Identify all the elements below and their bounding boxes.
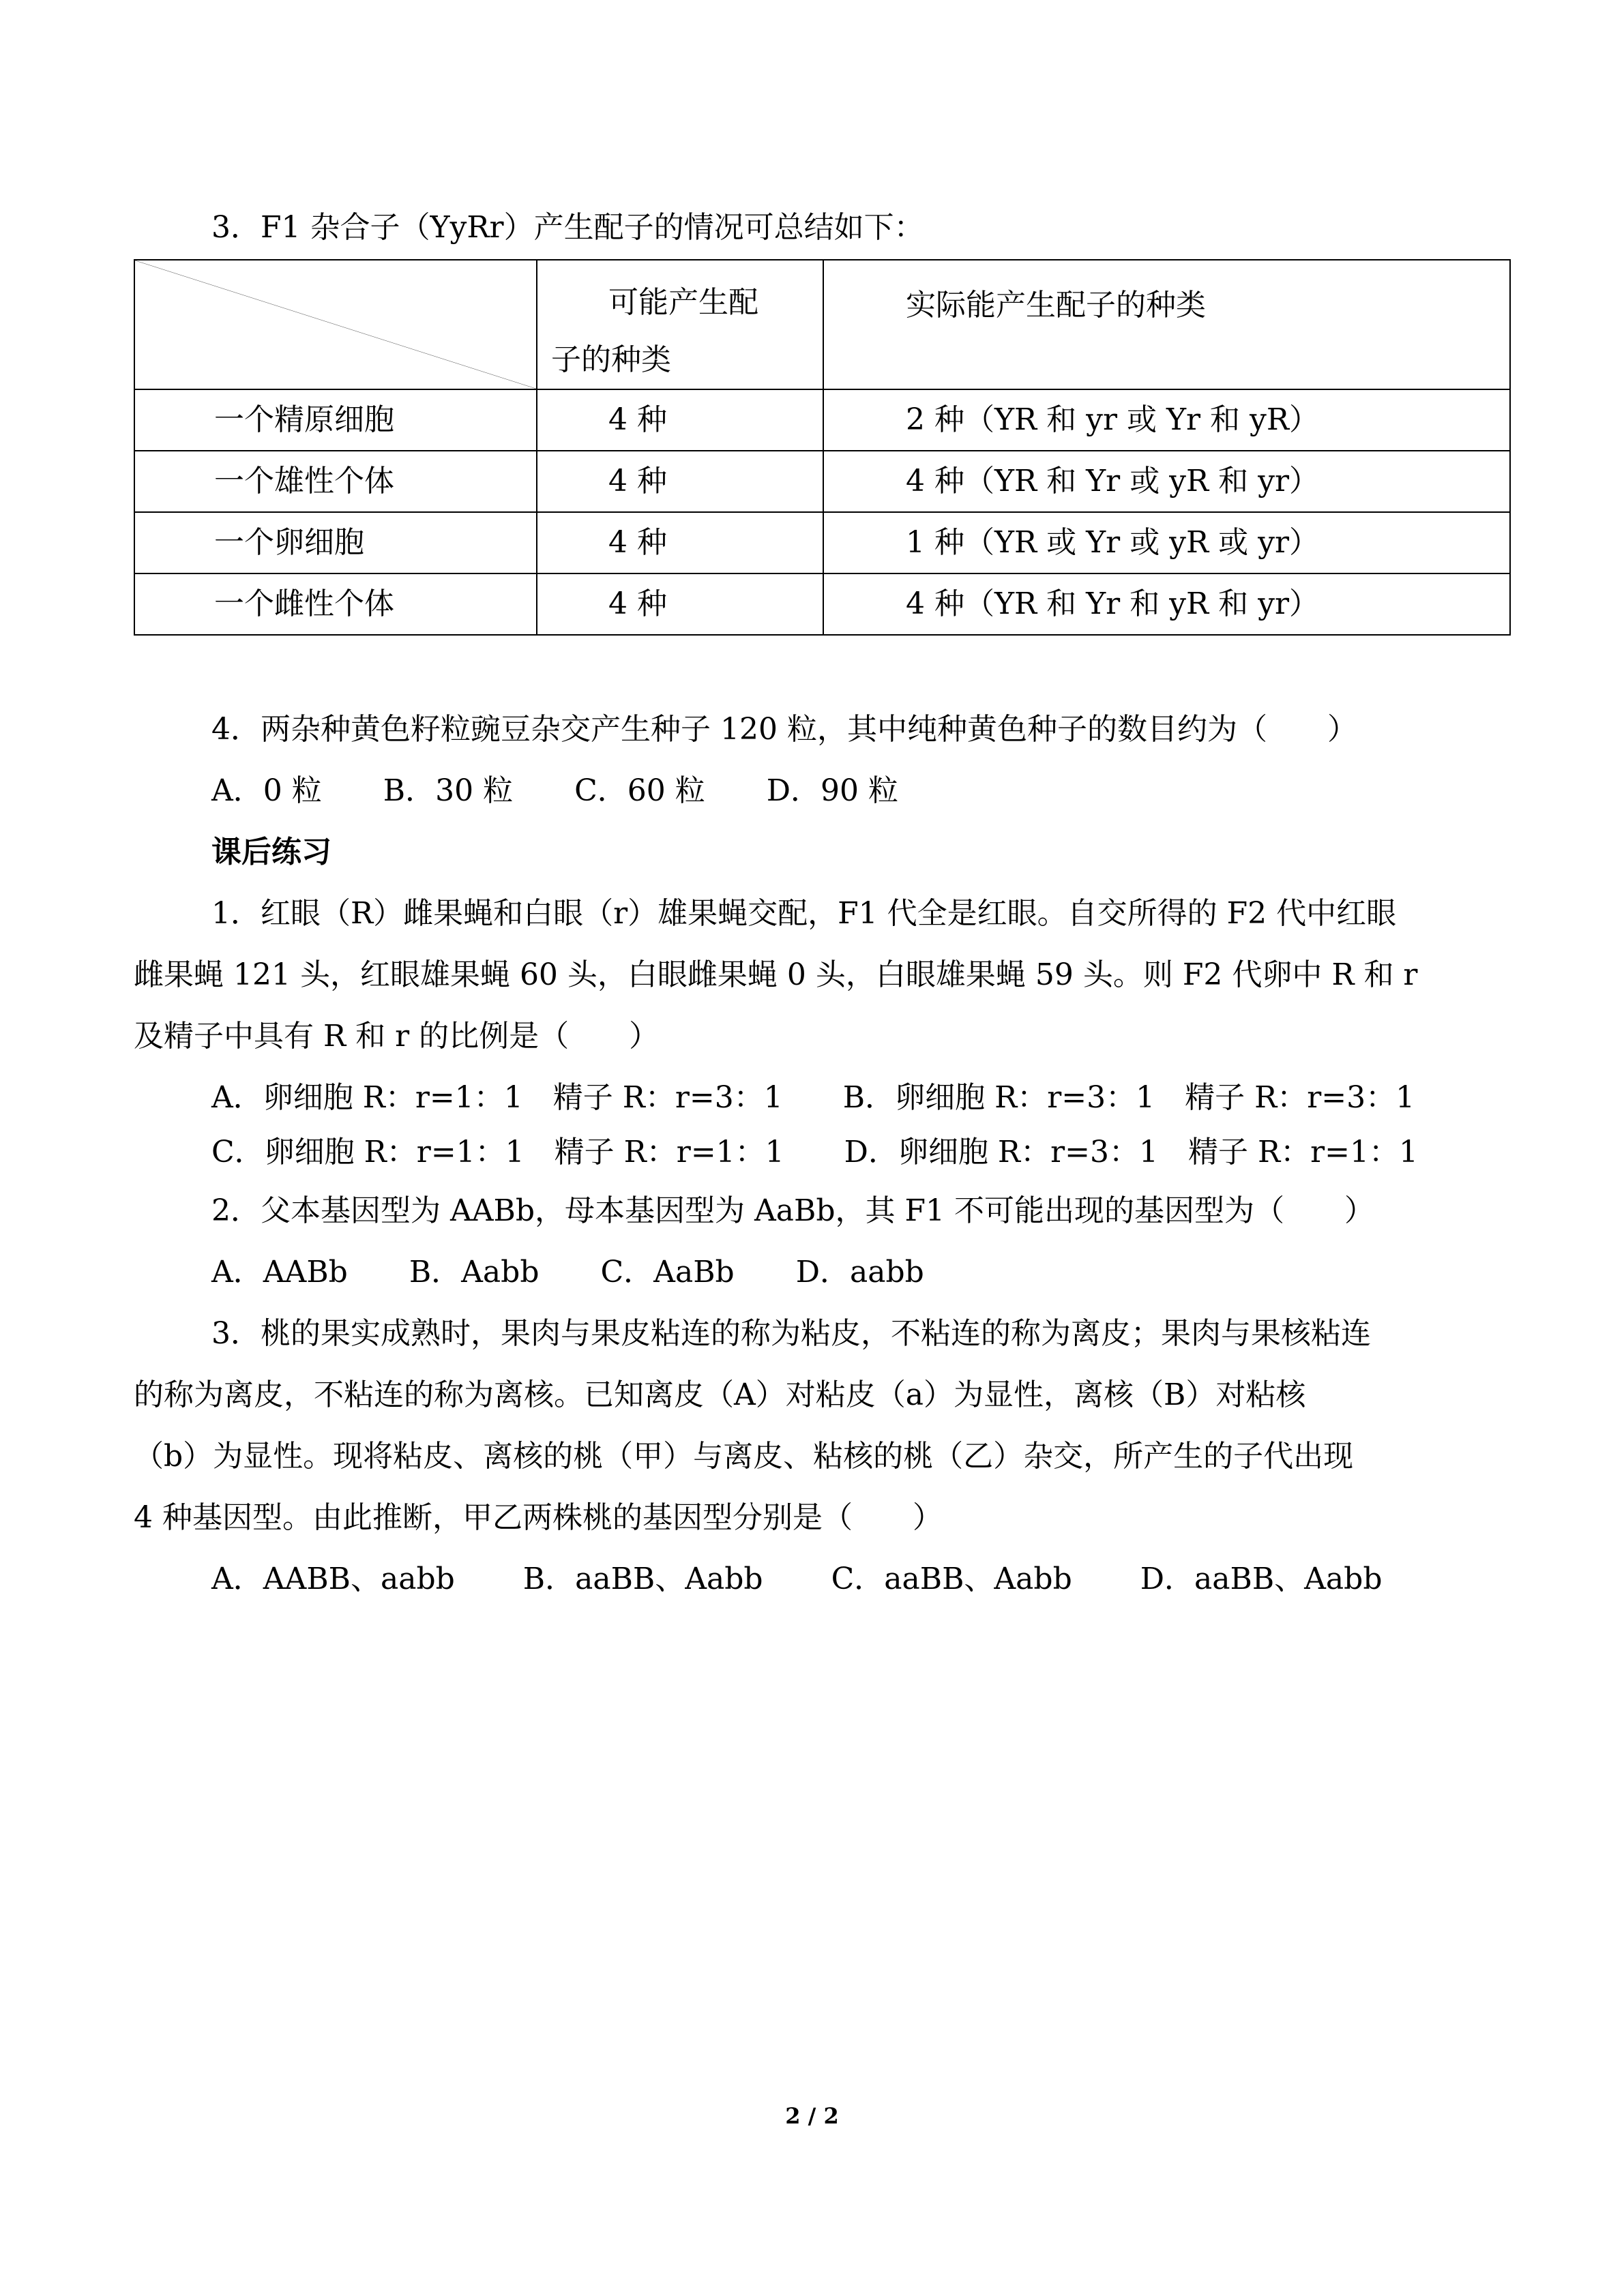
option-d: D．aabb [795,1255,924,1289]
p2-options [211,1252,1582,1293]
p3-options [211,1559,1582,1600]
option-b: B．30 粒 [383,773,514,808]
p3-stem-line1: 3．桃的果实成熟时，果肉与果皮粘连的称为粘皮，不粘连的称为离皮；果肉与果核粘连 [211,1316,1371,1351]
diagonal-line [135,260,536,389]
p1-options-line2: C．卵细胞 R：r=1：1 精子 R：r=1：1 D．卵细胞 R：r=3：1 精子 R：r=1：1 [211,1135,1418,1169]
gamete-table [134,259,1511,636]
option-a: A．AABb [211,1255,348,1289]
row-label: 一个雌性个体 [214,586,394,621]
option-b: B．aaBB、Aabb [522,1562,763,1596]
q3-intro: 3．F1 杂合子（YyRr）产生配子的情况可总结如下： [211,210,924,245]
header-possible [537,260,823,389]
p1-stem-line3: 及精子中具有 R 和 r 的比例是（ ） [134,1019,660,1054]
row-actual: 2 种（YR 和 yr 或 Yr 和 yR） [906,402,1320,437]
option-a: A．0 粒 [211,773,322,808]
option-d: D．90 粒 [766,773,898,808]
row-label: 一个精原细胞 [214,402,394,437]
p2-stem: 2．父本基因型为 AABb，母本基因型为 AaBb，其 F1 不可能出现的基因型为（ ） [211,1193,1375,1228]
p3-stem-line4: 4 种基因型。由此推断，甲乙两株桃的基因型分别是（ ） [134,1500,943,1535]
option-c: C．aaBB、Aabb [831,1562,1072,1596]
table-row [134,512,1510,573]
row-possible: 4 种 [608,464,667,498]
header-possible-line1: 可能产生配 [608,285,758,320]
option-d: D．aaBB、Aabb [1140,1562,1383,1596]
row-label: 一个卵细胞 [214,525,364,560]
option-a: A．AABB、aabb [211,1562,455,1596]
p1-stem-line2: 雌果蝇 121 头，红眼雄果蝇 60 头，白眼雌果蝇 0 头，白眼雄果蝇 59 头。则 F2 代卵中 R 和 r [134,957,1418,992]
row-possible: 4 种 [608,586,667,621]
page-number: 2 / 2 [785,2103,839,2129]
q4-stem: 4．两杂种黄色籽粒豌豆杂交产生种子 120 粒，其中纯种黄色种子的数目约为（ ） [211,712,1357,747]
table-row [134,573,1510,635]
table-header-row [134,260,1510,389]
after-class-heading: 课后练习 [211,835,331,869]
row-possible: 4 种 [608,525,667,560]
p3-stem-line2: 的称为离皮，不粘连的称为离核。已知离皮（A）对粘皮（a）为显性，离核（B）对粘核 [134,1377,1306,1412]
row-label: 一个雄性个体 [214,464,394,498]
p3-stem-line3: （b）为显性。现将粘皮、离核的桃（甲）与离皮、粘核的桃（乙）杂交，所产生的子代出现 [134,1439,1354,1474]
table-row [134,451,1510,512]
option-c: C．AaBb [600,1255,735,1289]
row-actual: 4 种（YR 和 Yr 和 yR 和 yr） [906,586,1320,621]
row-actual: 4 种（YR 和 Yr 或 yR 和 yr） [906,464,1320,498]
table-row [134,389,1510,451]
p1-options-line1: A．卵细胞 R：r=1：1 精子 R：r=3：1 B．卵细胞 R：r=3：1 精子 R：r=3：1 [211,1080,1415,1115]
header-possible-line2: 子的种类 [551,342,671,377]
option-c: C．60 粒 [574,773,705,808]
header-actual: 实际能产生配子的种类 [823,260,1510,389]
p1-stem-line1: 1．红眼（R）雌果蝇和白眼（r）雄果蝇交配，F1 代全是红眼。自交所得的 F2 代中红眼 [211,896,1397,931]
table-corner-cell [134,260,537,389]
row-actual: 1 种（YR 或 Yr 或 yR 或 yr） [906,525,1320,560]
row-possible: 4 种 [608,402,667,437]
option-b: B．Aabb [409,1255,540,1289]
q4-options [211,771,1582,811]
